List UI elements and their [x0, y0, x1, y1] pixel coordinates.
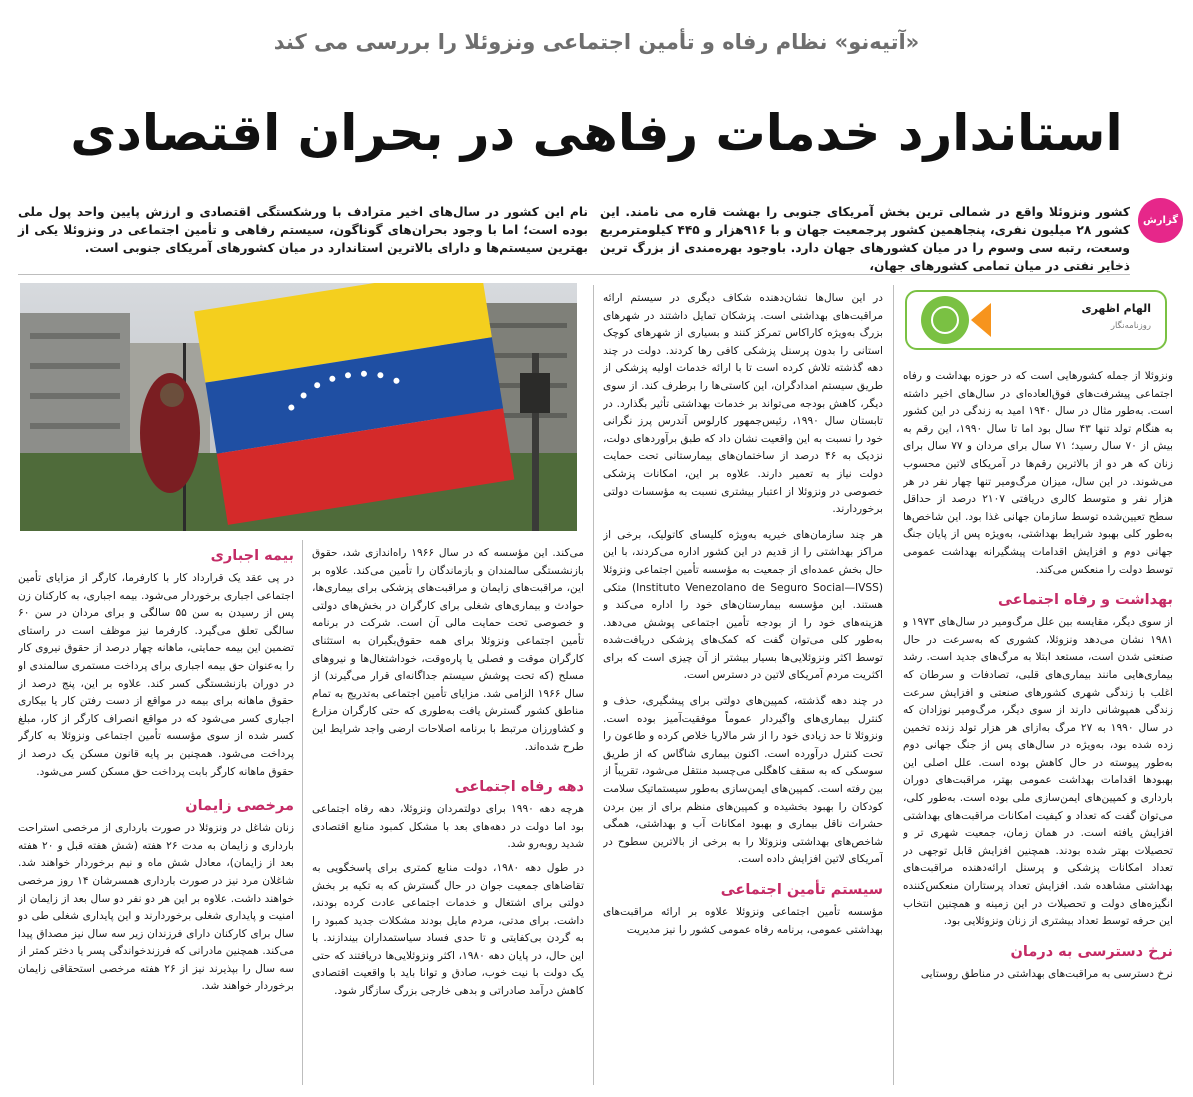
col1-paragraph-2: نرخ دسترسی به مراقبت‌های بهداشتی در مناطق روستایی [920, 967, 1173, 980]
col4-heading-maternity: مرخصی زایمان [185, 798, 294, 815]
column-1 [903, 368, 1173, 1088]
col3-paragraph-3: در طول دهه ۱۹۸۰، دولت منابع کمتری برای پاسخگویی به تقاضاهای جمعیت جوان در حال گسترش که به تکیه بر بخش دولتی برای اشتغال و خدمات اجتماعی عادت کرده بودند، داشت. برای مدتی، مردم مایل بودند مشکلات جدید کمبود را به گردن بی‌کفایتی و تا حدی فساد سیاستمداران بیندازند. با این حال، در پایان دهه ۱۹۸۰، اکثر ونزوئلایی‌ها دریافتند که حتی یک دولت با نیت خوب، صادق و توانا باید با واقعیت اقتصادی کاهش درآمد صادراتی و بدهی خارجی بزرگ سازگار شود. [312, 861, 584, 998]
col4-heading-insurance: بیمه اجباری [210, 548, 294, 564]
col1-intro: ونزوئلا از جمله کشورهایی است که در حوزه بهداشت و رفاه اجتماعی پیشرفت‌های فوق‌العاده‌ای در سال‌های اخیر داشته است. به‌طور مثال در سال ۱۹۴۰ امید به زندگی در این کشور به هنگام تولد تنها ۴۳ سال بود اما تا سال ۱۹۹۰، این رقم به بیش از ۷۰ سال رسید؛ ۷۱ سال برای مردان و ۷۷ سال برای زنان که هر دو از بالاترین رقم‌ها در آمریکای لاتین محسوب می‌شوند. در این سال، میزان مرگ‌ومیر تنها چهار نفر در هر هزار نفر و متوسط کالری دریافتی ۲۱۰۷ درصد از حداقل سطح تعیین‌شده توسط سازمان جهانی غذا بود. این شاخص‌ها به‌طور کلی بهبود شرایط بهداشتی، به‌ویژه پس از پایان جنگ جهانی دوم و افزایش اقدامات پیشگیرانه بهداشت عمومی توسط دولت را منعکس می‌کند. [903, 370, 1173, 576]
col4-paragraph-2: زنان شاغل در ونزوئلا در صورت بارداری از مرخصی استراحت بارداری و زایمان به مدت ۲۶ هفته (شش هفته قبل و ۲۰ هفته بعد از زایمان)، معادل شش ماه و نیم برخوردار خواهند شد. شاغلان مرد نیز در صورت بارداری همسرشان ۱۴ روز مرخصی خواهند داشت. علاوه بر این هر دو نفر دو سال بعد از زایمان از امنیت و پایداری شغلی برخوردارند و این پایداری شغلی طی دو سال برای کارکنان دارای فرزندان زیر سه سال نیز مصداق پیدا می‌کند. همچنین مادرانی که فرزندخواندگی پسر یا دختر کمتر از سه سال را بپذیرند نیز از ۲۶ هفته مرخصی استحقاقی زایمان برخوردار خواهند شد. [18, 822, 294, 993]
report-badge: گزارش [1138, 198, 1183, 243]
column-3 [312, 545, 584, 1088]
column-rule-3 [302, 540, 303, 1085]
col3-paragraph-2: هرچه دهه ۱۹۹۰ برای دولتمردان ونزوئلا، دهه رفاه اجتماعی بود اما دولت در دهه‌های بعد با مشکل کمبود منابع اقتصادی شدید روبه‌رو شد. [312, 803, 584, 851]
column-4 [18, 545, 294, 1088]
headline: استاندارد خدمات رفاهی در بحران اقتصادی [70, 104, 1123, 162]
col2-paragraph-2: هر چند سازمان‌های خیریه به‌ویژه کلیسای کاتولیک، برخی از مراکز بهداشتی را از قدیم در این کشور اداره می‌کردند، با این حال بخش عمده‌ای از جمعیت به مؤسسه تأمین اجتماعی ونزوئلا (Instituto Venezolano de Seguro Social—IVSS) متکی هستند. این مؤسسه بیمارستان‌های خود را اداره می‌کند و هزینه‌های خود را از بودجه تأمین اجتماعی پوشش می‌دهد. به‌طور کلی می‌توان گفت که کمک‌های پزشکی دریافت‌شده توسط اکثر ونزوئلایی‌ها بسیار بیشتر از آن چیزی است که برای اکثریت مردم آمریکای لاتین در دسترس است. [603, 528, 883, 682]
col2-heading-social-security: سیستم تأمین اجتماعی [720, 882, 883, 898]
col2-paragraph-4: مؤسسه تأمین اجتماعی ونزوئلا علاوه بر ارائه مراقبت‌های بهداشتی عمومی، برنامه رفاه عمومی کشور را نیز مدیریت [603, 906, 883, 936]
column-rule-1 [893, 285, 894, 1085]
author-name: الهام اظهری [1081, 302, 1151, 315]
author-role: روزنامه‌نگار [1110, 321, 1151, 331]
col4-paragraph-1: در پی عقد یک قرارداد کار با کارفرما، کارگر از مزایای تأمین اجتماعی اجباری برخوردار می‌شود. بیمه اجباری، به کارکنان زن پس از رسیدن به سن ۵۵ سالگی و برای مردان در سن ۶۰ سالگی تعلق می‌گیرد. کارفرما نیز موظف است در راستای تضمین این بیمه حمایتی، ماهانه چهار درصد از حقوق نیروی کار را به‌عنوان حق بیمه اجباری برای پرداخت مستمری سالمندی او در دوران بازنشستگی کسر کند. علاوه بر این، پنج درصد از حقوق ماهانه برای بیمه در مواقع از دست رفتن کار یا بیکاری اجباری کسر می‌شود که در مواقع انصراف کارگر از کار، مبلغ کسر شده از سوی مؤسسه تأمین اجتماعی ونزوئلا به کارگر پرداخت می‌شود. همچنین بر پایه قانون مسکن یک درصد از حقوق ماهانه کارگر بابت پرداخت حق مسکن کسر می‌شود. [18, 572, 294, 778]
col3-paragraph-1: می‌کند. این مؤسسه که در سال ۱۹۶۶ راه‌اندازی شد، حقوق بازنشستگی سالمندان و بازماندگان را تأمین می‌کند. علاوه بر این، مراقبت‌های زایمان و مراقبت‌های پزشکی برای بیماری‌ها، حوادث و بیماری‌های شغلی برای کارگران در بخش‌های دولتی و خصوصی تحت حمایت مالی آن است. شرکت در برنامه تأمین اجتماعی ونزوئلا برای همه حقوق‌بگیران به استثنای کارگران موقت و فصلی یا پاره‌وقت، خوداشتغال‌ها و نیروهای مسلح (که تحت پوشش سیستم جداگانه‌ای قرار می‌گیرند) از سال ۱۹۶۶ الزامی شد. مزایای تأمین اجتماعی به‌تدریج به تمام مناطق کشور گسترش یافت به‌طوری که حتی کارگران مزارع و کشاورزان مرتبط با برنامه اصلاحات ارضی واجد شرایط این طرح شده‌اند. [312, 547, 584, 753]
lead-divider [18, 274, 1130, 275]
author-box [905, 290, 1167, 350]
column-rule-2 [593, 285, 594, 1085]
col1-heading-health: بهداشت و رفاه اجتماعی [997, 592, 1173, 609]
flag-photo-illustration [20, 283, 577, 531]
arrow-icon [971, 303, 991, 337]
col1-heading-access: نرخ دسترسی به درمان [1010, 943, 1173, 960]
col1-paragraph: از سوی دیگر، مقایسه بین علل مرگ‌ومیر در سال‌های ۱۹۷۳ و ۱۹۸۱ نشان می‌دهد ونزوئلا، کشوری که به‌سرعت در حال صنعتی شدن است، مستعد ابتلا به مرگ‌های جدید است. رشد بیماری‌هایی مانند بیماری‌های قلبی، تصادفات و سرطان که اغلب با زندگی شهری کشورهای صنعتی و افزایش سرعت زندگی همپوشانی دارند از سوی دیگر، مرگ‌ومیر نوزادان که در سال ۱۹۹۰ به ۲۷ مرگ به‌ازای هر هزار تولد زنده تخمین زده شده بود، به‌ویژه در سال‌های پس از جنگ جهانی دوم به‌طور پیوسته در حال کاهش بوده است. علل اصلی این بهبودها اقدامات بهداشت عمومی بهتر، مراقبت‌های دوران بارداری و کمپین‌های ایمن‌سازی ملی بوده است. به‌طور کلی، می‌توان گفت که تعداد و کیفیت امکانات مراقبت‌های بهداشتی افزایش یافته است. در همان زمان، جمعیت شهری تر و تحصیلات بهتر شده بودند. همچنین افزایش قابل توجهی در تعداد امکانات پزشکی و پرسنل ارائه‌دهنده مراقبت‌های بهداشتی مشاهده شد. افزایش تعداد پرستاران منعکس‌کننده انگیزه‌های دولت و تحصیلات در این زمینه و همچنین انتخاب این حرفه توسط تعداد بیشتری از زنان ونزوئلایی بود. [903, 616, 1173, 928]
column-2 [603, 290, 883, 1088]
lead-right: کشور ونزوئلا واقع در شمالی ترین بخش آمریکای جنوبی را بهشت قاره می نامند. این کشور ۲۸ میلیون نفری، پنجاهمین کشور پرجمعیت جهان و با ۹۱۶هزار و ۴۴۵ کیلومترمربع وسعت، رتبه سی وسوم را در میان کشورهای جهان دارد. باوجود بهره‌مندی از بزرگ ترین ذخایر نفتی در میان تمامی کشورهای جهان، [600, 205, 1130, 273]
flag-photo [20, 283, 577, 531]
col2-paragraph-1: در این سال‌ها نشان‌دهنده شکاف دیگری در سیستم ارائه مراقبت‌های بهداشتی است. پزشکان تمایل داشتند در شهرهای بزرگ به‌ویژه کاراکاس تمرکز کنند و بسیاری از شهرهای کوچک استانی را بدون پرسنل پزشکی کافی رها کردند. دولت در چند دهه گذشته تلاش کرده است تا با ارائه خدمات اولیه پزشکی از طریق سیستم امدادگران، این کاستی‌ها را برطرف کند. از سوی دیگر، کاهش بودجه می‌تواند بر خدمات بهداشتی تأثیر بگذارد. در تابستان سال ۱۹۹۰، رئیس‌جمهور کارلوس آندرس پرز نگرانی خود را نسبت به این واقعیت نشان داد که طبق برآوردهای دولت، نزدیک به ۴۶ درصد از ساختمان‌های بیمارستانی تحت حمایت دولت نیاز به تعمیر دارند. علاوه بر این، امکانات پزشکی خصوصی در ونزوئلا از اعتبار بیشتری نسبت به مؤسسات دولتی برخوردارند. [603, 292, 883, 516]
lead-left: نام این کشور در سال‌های اخیر مترادف با ورشکستگی اقتصادی و ارزش پایین واحد پول ملی بوده است؛ اما با وجود بحران‌های گوناگون، سیستم رفاهی و تأمین اجتماعی در ونزوئلا یکی از بهترین سیستم‌ها و دارای بالاترین استاندارد در میان کشورهای آمریکای جنوبی است. [18, 205, 588, 255]
col2-paragraph-3: در چند دهه گذشته، کمپین‌های دولتی برای پیشگیری، حذف و کنترل بیماری‌های واگیردار عموماً موفقیت‌آمیز بوده است. ونزوئلا تا حد زیادی خود را از شر مالاریا خلاص کرده و طاعون را تحت کنترل درآورده است. اکنون بیماری شاگاس که از طریق سوسکی که به سقف کاهگلی می‌چسبد منتقل می‌شود، تقریباً از بین رفته است. کمپین‌های ایمن‌سازی به‌طور سیستماتیک سلامت کودکان را بهبود بخشیده و کمپین‌های منظم برای از بین بردن حشرات ناقل بیماری و بهبود امکانات آب و بهداشتی، همگی شاخص‌های بهداشتی ونزوئلا را به برخی از بالاترین سطوح در آمریکای لاتین افزایش داده است. [603, 695, 883, 866]
kicker: «آتیه‌نو» نظام رفاه و تأمین اجتماعی ونزوئلا را بررسی می کند [273, 30, 920, 54]
col3-heading-welfare-decade: دهه رفاه اجتماعی [454, 779, 584, 796]
author-avatar-icon [921, 296, 969, 344]
